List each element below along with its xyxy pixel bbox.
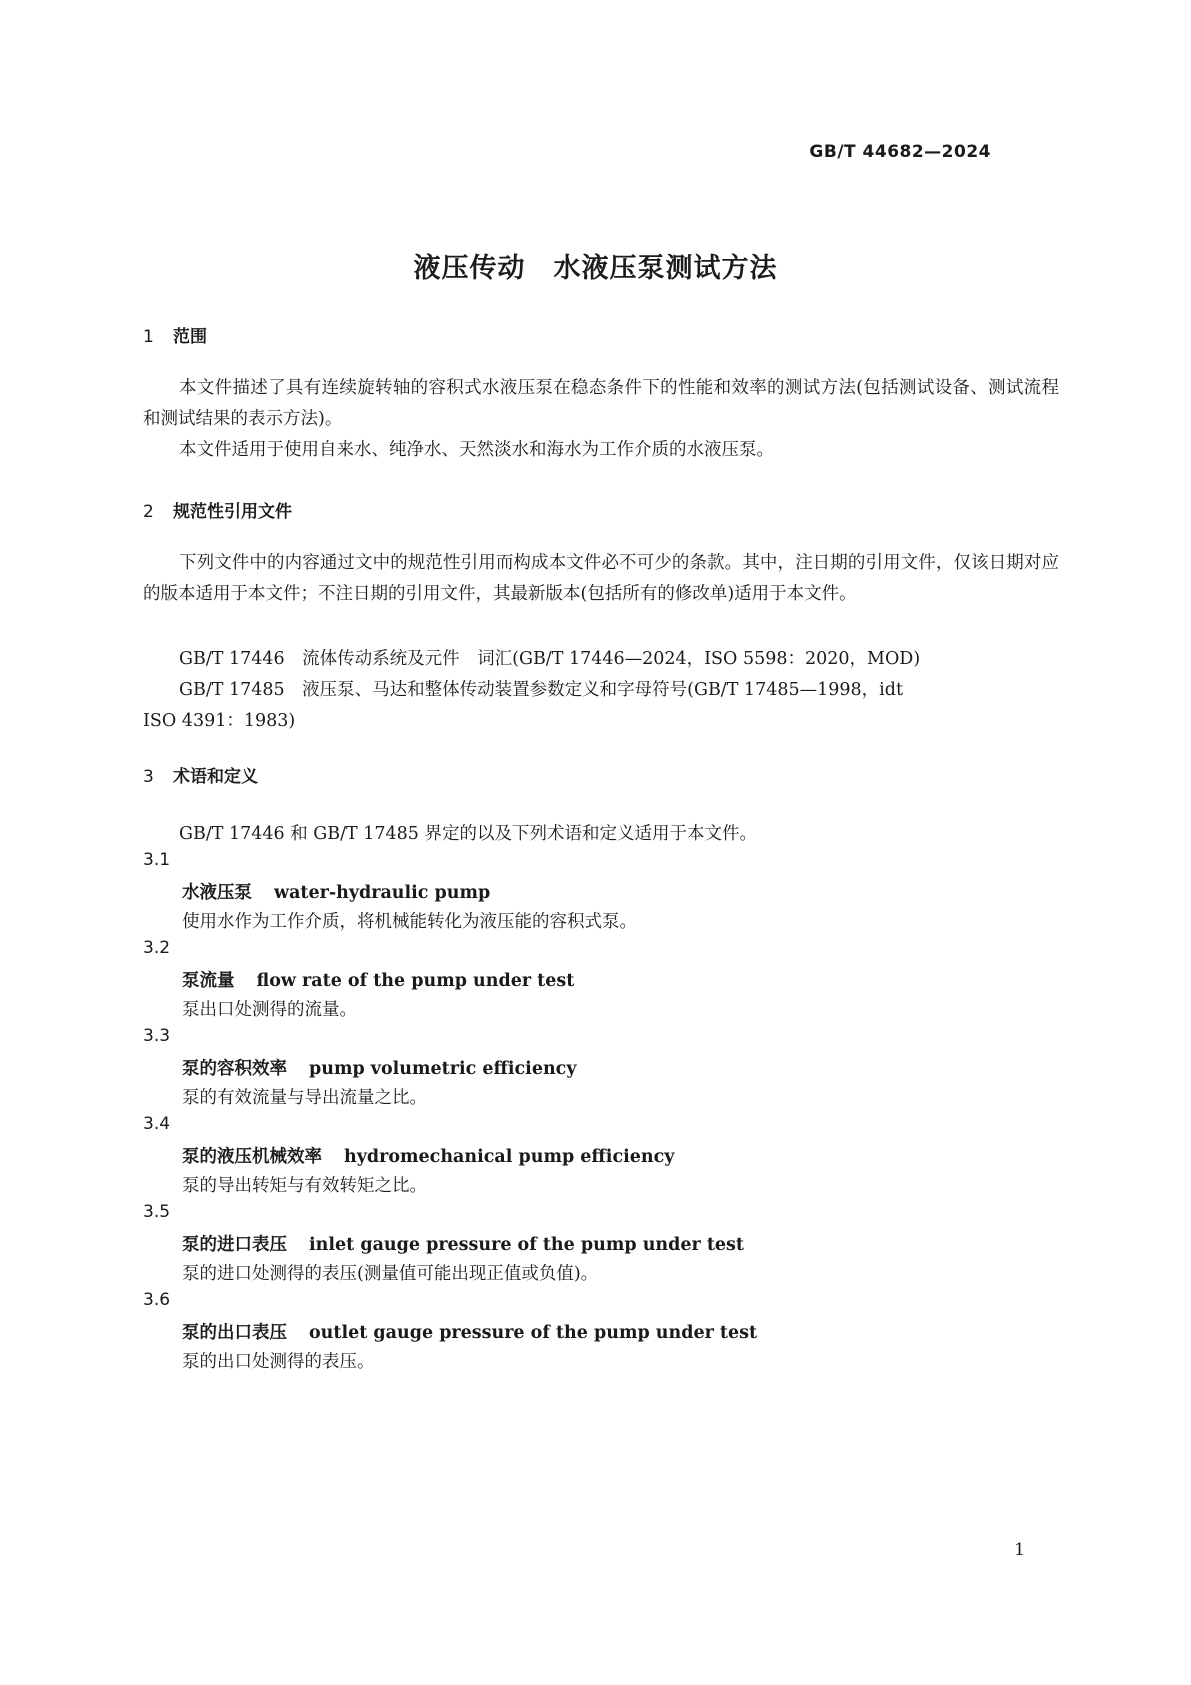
term-definition: 泵的进口处测得的表压(测量值可能出现正值或负值)。	[182, 1264, 599, 1284]
term-chinese: 泵的液压机械效率	[182, 1147, 322, 1167]
term-chinese: 水液压泵	[182, 883, 252, 903]
section-number: 1	[143, 327, 154, 347]
reference-gbt-17485-continued: ISO 4391：1983)	[143, 711, 296, 731]
term-name	[182, 967, 574, 992]
scope-applicability: 本文件适用于使用自来水、纯净水、天然淡水和海水为工作介质的水液压泵。	[179, 440, 774, 460]
term-english: outlet gauge pressure of the pump under test	[309, 1323, 758, 1343]
term-name	[182, 1143, 674, 1168]
term-english: hydromechanical pump efficiency	[344, 1147, 675, 1167]
term-number: 3.5	[143, 1202, 171, 1222]
section-number: 3	[143, 767, 154, 787]
term-name	[182, 1231, 744, 1256]
term-number: 3.6	[143, 1290, 171, 1310]
term-definition: 泵的导出转矩与有效转矩之比。	[182, 1176, 427, 1196]
terms-intro: GB/T 17446 和 GB/T 17485 界定的以及下列术语和定义适用于本文件。	[179, 824, 757, 844]
normative-references-paragraph: 下列文件中的内容通过文中的规范性引用而构成本文件必不可少的条款。其中，注日期的引用文件，仅该日期对应的版本适用于本文件；不注日期的引用文件，其最新版本(包括所有的修改单)适用于本文件。	[143, 553, 1059, 604]
reference-gbt-17446: GB/T 17446 流体传动系统及元件 词汇(GB/T 17446—2024，ISO 5598：2020，MOD)	[179, 649, 921, 669]
scope-paragraph: 本文件描述了具有连续旋转轴的容积式水液压泵在稳态条件下的性能和效率的测试方法(包括测试设备、测试流程和测试结果的表示方法)。	[143, 378, 1059, 429]
document-title: 液压传动 水液压泵测试方法	[413, 253, 778, 284]
term-chinese: 泵的进口表压	[182, 1235, 287, 1255]
standard-code: GB/T 44682—2024	[809, 142, 991, 162]
section-3-heading	[143, 762, 258, 787]
term-english: pump volumetric efficiency	[309, 1059, 577, 1079]
section-title: 范围	[173, 327, 207, 347]
term-name	[182, 1319, 757, 1344]
term-number: 3.1	[143, 850, 171, 870]
term-english: water-hydraulic pump	[274, 883, 491, 903]
term-chinese: 泵流量	[182, 971, 235, 991]
term-name	[182, 1055, 577, 1080]
section-2-heading	[143, 497, 292, 522]
section-title: 规范性引用文件	[173, 502, 292, 522]
section-title: 术语和定义	[173, 767, 258, 787]
page-number: 1	[1014, 1540, 1025, 1560]
term-definition: 泵的有效流量与导出流量之比。	[182, 1088, 427, 1108]
reference-gbt-17485: GB/T 17485 液压泵、马达和整体传动装置参数定义和字母符号(GB/T 17485—1998，idt	[179, 680, 903, 700]
term-english: flow rate of the pump under test	[256, 971, 575, 991]
term-definition: 使用水作为工作介质，将机械能转化为液压能的容积式泵。	[182, 912, 637, 932]
term-number: 3.2	[143, 938, 171, 958]
term-name	[182, 879, 490, 904]
term-number: 3.4	[143, 1114, 171, 1134]
term-number: 3.3	[143, 1026, 171, 1046]
section-1-heading	[143, 322, 207, 347]
term-definition: 泵出口处测得的流量。	[182, 1000, 357, 1020]
term-chinese: 泵的容积效率	[182, 1059, 287, 1079]
term-definition: 泵的出口处测得的表压。	[182, 1352, 375, 1372]
term-chinese: 泵的出口表压	[182, 1323, 287, 1343]
section-number: 2	[143, 502, 154, 522]
term-english: inlet gauge pressure of the pump under test	[309, 1235, 744, 1255]
